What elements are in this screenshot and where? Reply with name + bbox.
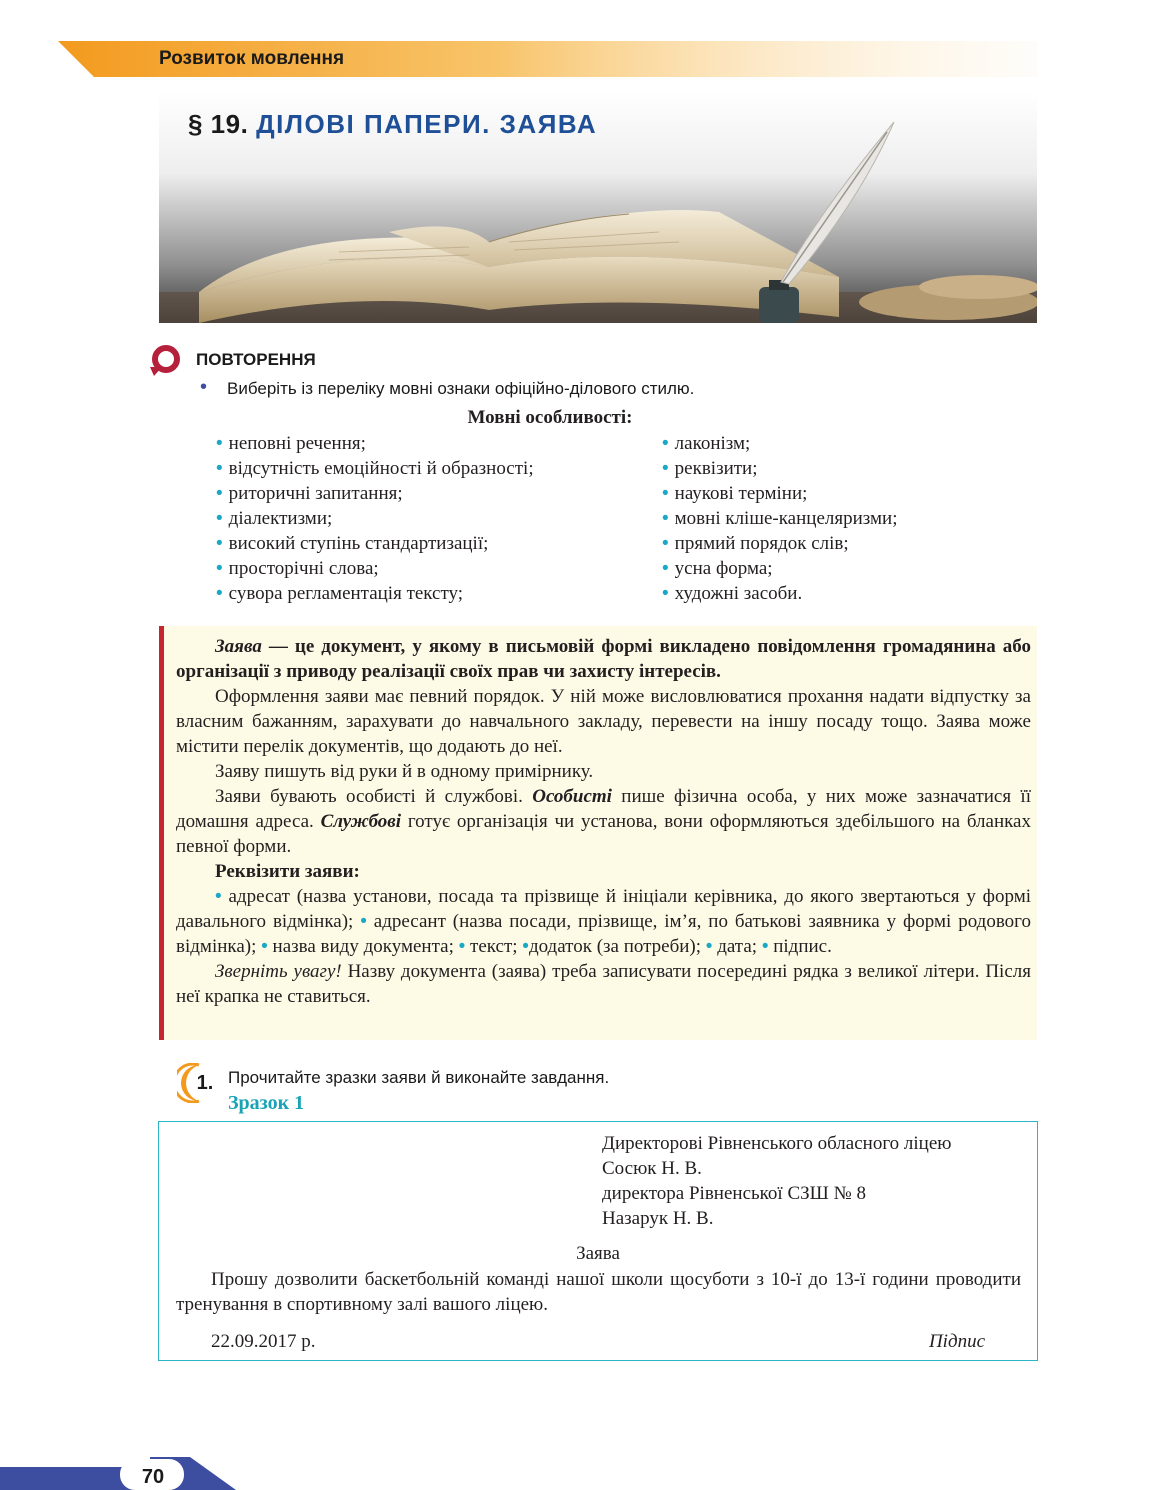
list-item: • усна форма; [662, 558, 773, 579]
definition: Заява — це документ, у якому в письмовій формі викладено повідомлення громадянина або організації з приводу реалізації своїх прав чи захисту інтересів. [176, 636, 1031, 682]
addressee-line: Назарук Н. В. [602, 1208, 714, 1229]
exercise-number-badge [177, 1063, 221, 1103]
page-footer [0, 1454, 240, 1490]
document-body: Прошу дозволити баскетбольній команді нашої школи щосуботи з 10-ї до 13-ї години проводити тренування в спортивному залі вашого ліцею. [176, 1269, 1021, 1315]
exercise-task: Прочитайте зразки заяви й виконайте завдання. [228, 1068, 610, 1087]
hero-image [159, 92, 1037, 323]
list-item: • неповні речення; [216, 433, 366, 454]
list-item: • мовні кліше-канцеляризми; [662, 508, 898, 529]
list-item: • просторічні слова; [216, 558, 379, 579]
list-item: • лаконізм; [662, 433, 751, 454]
section-label: Розвиток мовлення [159, 48, 345, 69]
repeat-icon [148, 345, 182, 377]
paragraph-title [188, 109, 597, 140]
page-number: 70 [141, 1466, 165, 1488]
document-signature: Підпис [928, 1331, 985, 1352]
theory-text [176, 634, 1031, 1009]
addressee-line: Директорові Рівненського обласного ліцею [602, 1133, 952, 1154]
theory-box [159, 626, 1037, 1040]
sample-document-box [158, 1121, 1038, 1361]
requisites-list: • адресат (назва установи, посада та прізвище й ініціали керівника, до якого звертаються у формі давального відмінка); • адресант (назва посади, прізвище, ім’я, по батькові заявника у формі родового відмінка); • назва виду документа; • текст; •додаток (за потреби); • дата; • підпис. [176, 886, 1032, 957]
list-item: • відсутність емоційності й образності; [216, 458, 534, 479]
list-item: • реквізити; [662, 458, 758, 479]
features-right-list [662, 431, 897, 606]
document-title: Заява [576, 1243, 620, 1264]
repetition-heading: ПОВТОРЕННЯ [196, 350, 316, 369]
footer-band-shape [0, 1454, 240, 1490]
document-date: 22.09.2017 р. [211, 1331, 316, 1352]
list-item: • прямий порядок слів; [662, 533, 849, 554]
attention-note: Зверніть увагу! Назву документа (заява) треба записувати посередині рядка з великої літери. Після неї крапка не ставиться. [176, 961, 1031, 1007]
theory-paragraph: Заяви бувають особисті й службові. Особисті пише фізична особа, у них може зазначатися її домашня адреса. Службові готує організація чи установа, вони оформляються здебільшого на бланках певної форми. [176, 786, 1031, 857]
requisites-title: Реквізити заяви: [215, 861, 360, 882]
addressee-line: директора Рівненської СЗШ № 8 [602, 1183, 866, 1204]
features-title: Мовні особливості: [467, 407, 633, 428]
features-left-list [216, 431, 534, 606]
theory-paragraph: Заяву пишуть від руки й в одному примірнику. [215, 761, 594, 782]
list-item: • наукові терміни; [662, 483, 808, 504]
exercise-number: 1. [196, 1072, 214, 1094]
section-header-band [58, 41, 1038, 77]
theory-paragraph: Оформлення заяви має певний порядок. У ній може висловлюватися прохання надати відпустку за власним бажанням, зарахувати до навчального закладу, перевести на іншу посаду тощо. Заява може містити перелік документів, що додають до неї. [176, 686, 1031, 757]
list-item: • сувора регламентація тексту; [216, 583, 464, 604]
list-item: • риторичні запитання; [216, 483, 403, 504]
paragraph-number: § 19. [188, 109, 249, 139]
list-item: • діалектизми; [216, 508, 333, 529]
repetition-bullet: • [200, 376, 208, 398]
repetition-task: Виберіть із переліку мовні ознаки офіційно-ділового стилю. [227, 379, 695, 398]
addressee-block [602, 1131, 951, 1231]
addressee-line: Сосюк Н. В. [602, 1158, 702, 1179]
list-item: • високий ступінь стандартизації; [216, 533, 489, 554]
sample-label: Зразок 1 [228, 1092, 305, 1114]
paragraph-name: ДІЛОВІ ПАПЕРИ. ЗАЯВА [256, 109, 598, 139]
list-item: • художні засоби. [662, 583, 803, 604]
